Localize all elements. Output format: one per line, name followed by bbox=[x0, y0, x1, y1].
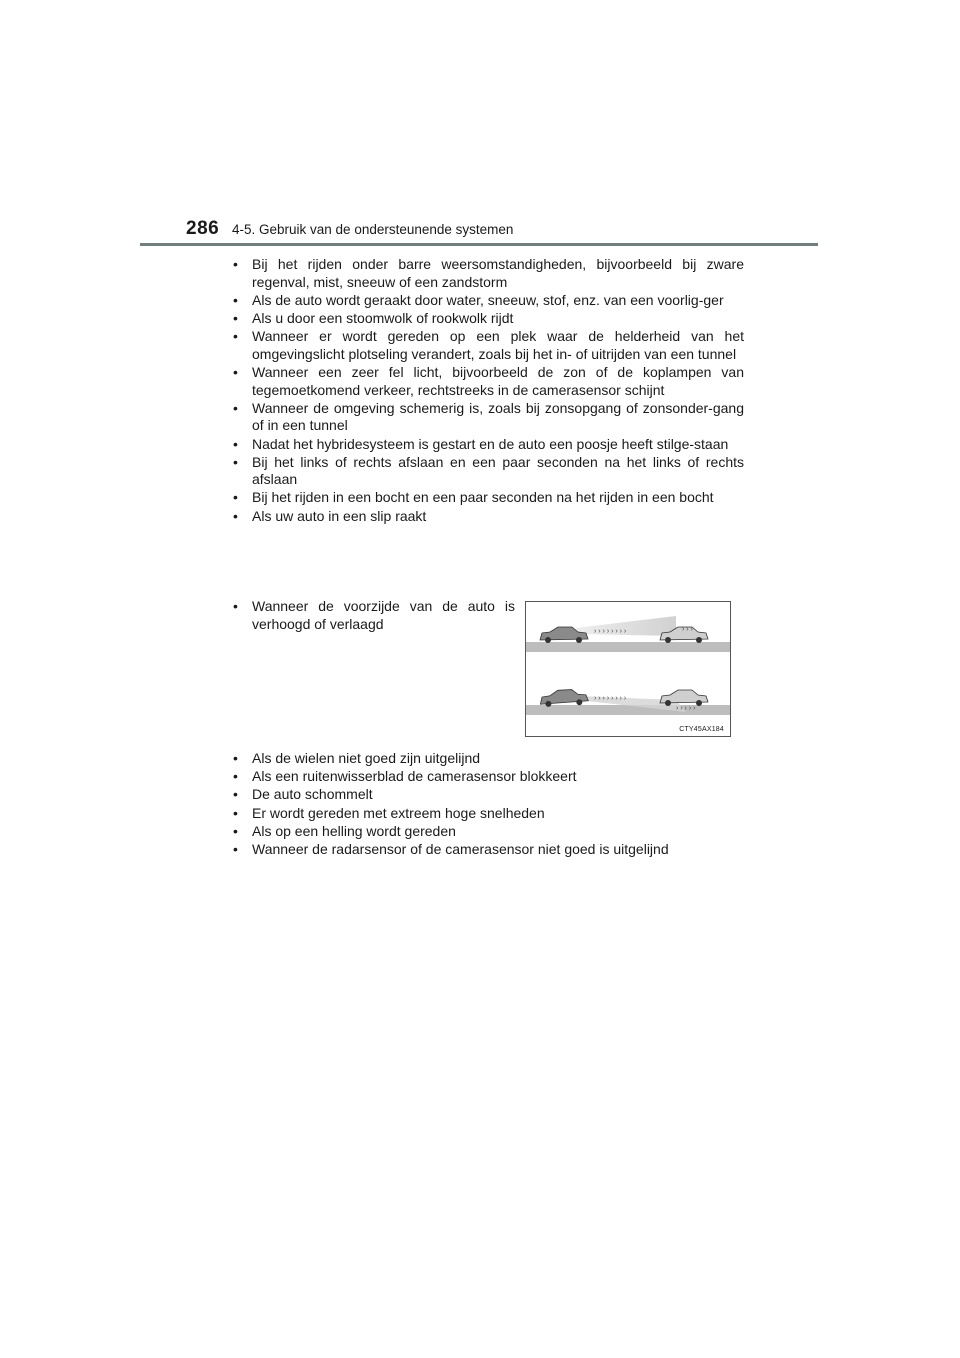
list-item: • Bij het rijden in een bocht en een paar seconden na het rijden in een bocht bbox=[230, 489, 744, 507]
list-item: • Als een ruitenwisserblad de camerasensor blokkeert bbox=[230, 768, 744, 786]
list-item: • Als uw auto in een slip raakt bbox=[230, 508, 744, 526]
list-item: • Bij het links of rechts afslaan en een paar seconden na het links of rechts afslaan bbox=[230, 454, 744, 489]
list-item: • Wanneer er wordt gereden op een plek waar de helderheid van het omgevingslicht plotseling verandert, zoals bij het in- of uitrijden van een tunnel bbox=[230, 328, 744, 363]
list-item: • Als u door een stoomwolk of rookwolk rijdt bbox=[230, 310, 744, 328]
list-item: • Als op een helling wordt gereden bbox=[230, 823, 744, 841]
svg-text:› › › › › › › ›: › › › › › › › › bbox=[594, 628, 627, 635]
list-item: • Als de wielen niet goed zijn uitgelijnd bbox=[230, 750, 744, 768]
list-item: • Wanneer de omgeving schemerig is, zoals bij zonsopgang of zonsonder-gang of in een tunnel bbox=[230, 400, 744, 435]
car-icon bbox=[660, 690, 708, 706]
svg-text:› › › › ›: › › › › › bbox=[676, 705, 696, 712]
list-item: • Wanneer de radarsensor of de camerasensor niet goed is uitgelijnd bbox=[230, 841, 744, 859]
page-number: 286 bbox=[186, 218, 220, 239]
list-item: • Wanneer de voorzijde van de auto is verhoogd of verlaagd bbox=[230, 598, 515, 633]
figure-code: CTY45AX184 bbox=[679, 726, 724, 733]
car-icon bbox=[540, 689, 589, 707]
section-title: 4-5. Gebruik van de ondersteunende systemen bbox=[232, 222, 514, 237]
header-rule bbox=[140, 243, 818, 246]
bullet-list-figure bbox=[230, 598, 515, 633]
figure-car-sensor bbox=[525, 601, 731, 737]
svg-text:› › › › › › › ›: › › › › › › › › bbox=[594, 695, 627, 702]
bullet-list-bottom bbox=[230, 750, 744, 859]
list-item: • Wanneer een zeer fel licht, bijvoorbeeld de zon of de koplampen van tegemoetkomend verkeer, rechtstreeks in de camerasensor schijnt bbox=[230, 364, 744, 399]
car-sensor-pitch-illustration bbox=[526, 602, 730, 736]
list-item: • Bij het rijden onder barre weersomstandigheden, bijvoorbeeld bij zware regenval, mist, sneeuw of een zandstorm bbox=[230, 256, 744, 291]
list-item: • De auto schommelt bbox=[230, 786, 744, 804]
bullet-list-top bbox=[230, 256, 744, 526]
svg-text:› › ›: › › › bbox=[682, 626, 693, 633]
list-item: • Nadat het hybridesysteem is gestart en de auto een poosje heeft stilge-staan bbox=[230, 436, 744, 454]
list-item: • Als de auto wordt geraakt door water, sneeuw, stof, enz. van een voorlig-ger bbox=[230, 292, 744, 310]
list-item: • Er wordt gereden met extreem hoge snelheden bbox=[230, 805, 744, 823]
